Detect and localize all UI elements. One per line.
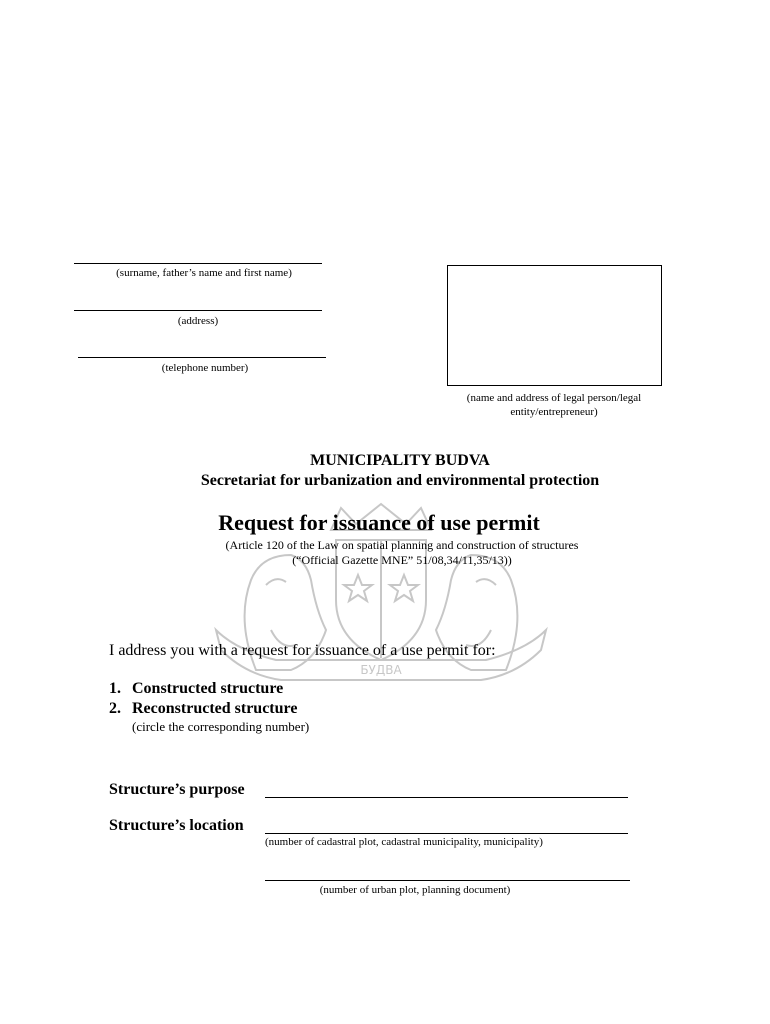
department-heading: Secretariat for urbanization and environmental protection: [200, 472, 600, 489]
purpose-label: Structure’s purpose: [109, 781, 245, 798]
option-label: Constructed structure: [132, 680, 284, 697]
legal-entity-caption-line2: entity/entrepreneur): [510, 406, 598, 418]
option-label: Reconstructed structure: [132, 700, 298, 717]
purpose-input-line[interactable]: [265, 797, 628, 798]
location-input-line[interactable]: [265, 833, 628, 834]
option-number: 1.: [109, 680, 121, 697]
applicant-phone-caption: (telephone number): [161, 362, 249, 374]
option-constructed-structure[interactable]: [109, 679, 297, 699]
option-reconstructed-structure[interactable]: [109, 699, 297, 719]
applicant-address-caption: (address): [177, 315, 219, 327]
legal-reference-line2: (“Official Gazette MNE” 51/08,34/11,35/13)): [292, 553, 512, 567]
applicant-name-line[interactable]: [74, 263, 322, 264]
structure-type-options: [109, 679, 297, 719]
legal-reference-line1: (Article 120 of the Law on spatial planning and construction of structures: [225, 538, 579, 552]
applicant-address-line[interactable]: [74, 310, 322, 311]
page-title: Request for issuance of use permit: [218, 510, 540, 535]
options-hint: (circle the corresponding number): [132, 719, 310, 734]
urban-plot-caption: (number of urban plot, planning document): [319, 884, 511, 896]
option-number: 2.: [109, 700, 121, 717]
request-intro: I address you with a request for issuance of a use permit for:: [109, 642, 496, 659]
authority-heading: MUNICIPALITY BUDVA: [310, 452, 490, 469]
watermark-text: БУДВА: [360, 663, 402, 677]
urban-plot-input-line[interactable]: [265, 880, 630, 881]
location-caption: (number of cadastral plot, cadastral municipality, municipality): [265, 836, 543, 848]
legal-entity-caption-line1: (name and address of legal person/legal: [466, 392, 642, 404]
location-label: Structure’s location: [109, 817, 244, 834]
applicant-phone-line[interactable]: [78, 357, 326, 358]
applicant-name-caption: (surname, father’s name and first name): [116, 267, 292, 279]
legal-entity-box[interactable]: [447, 265, 662, 386]
